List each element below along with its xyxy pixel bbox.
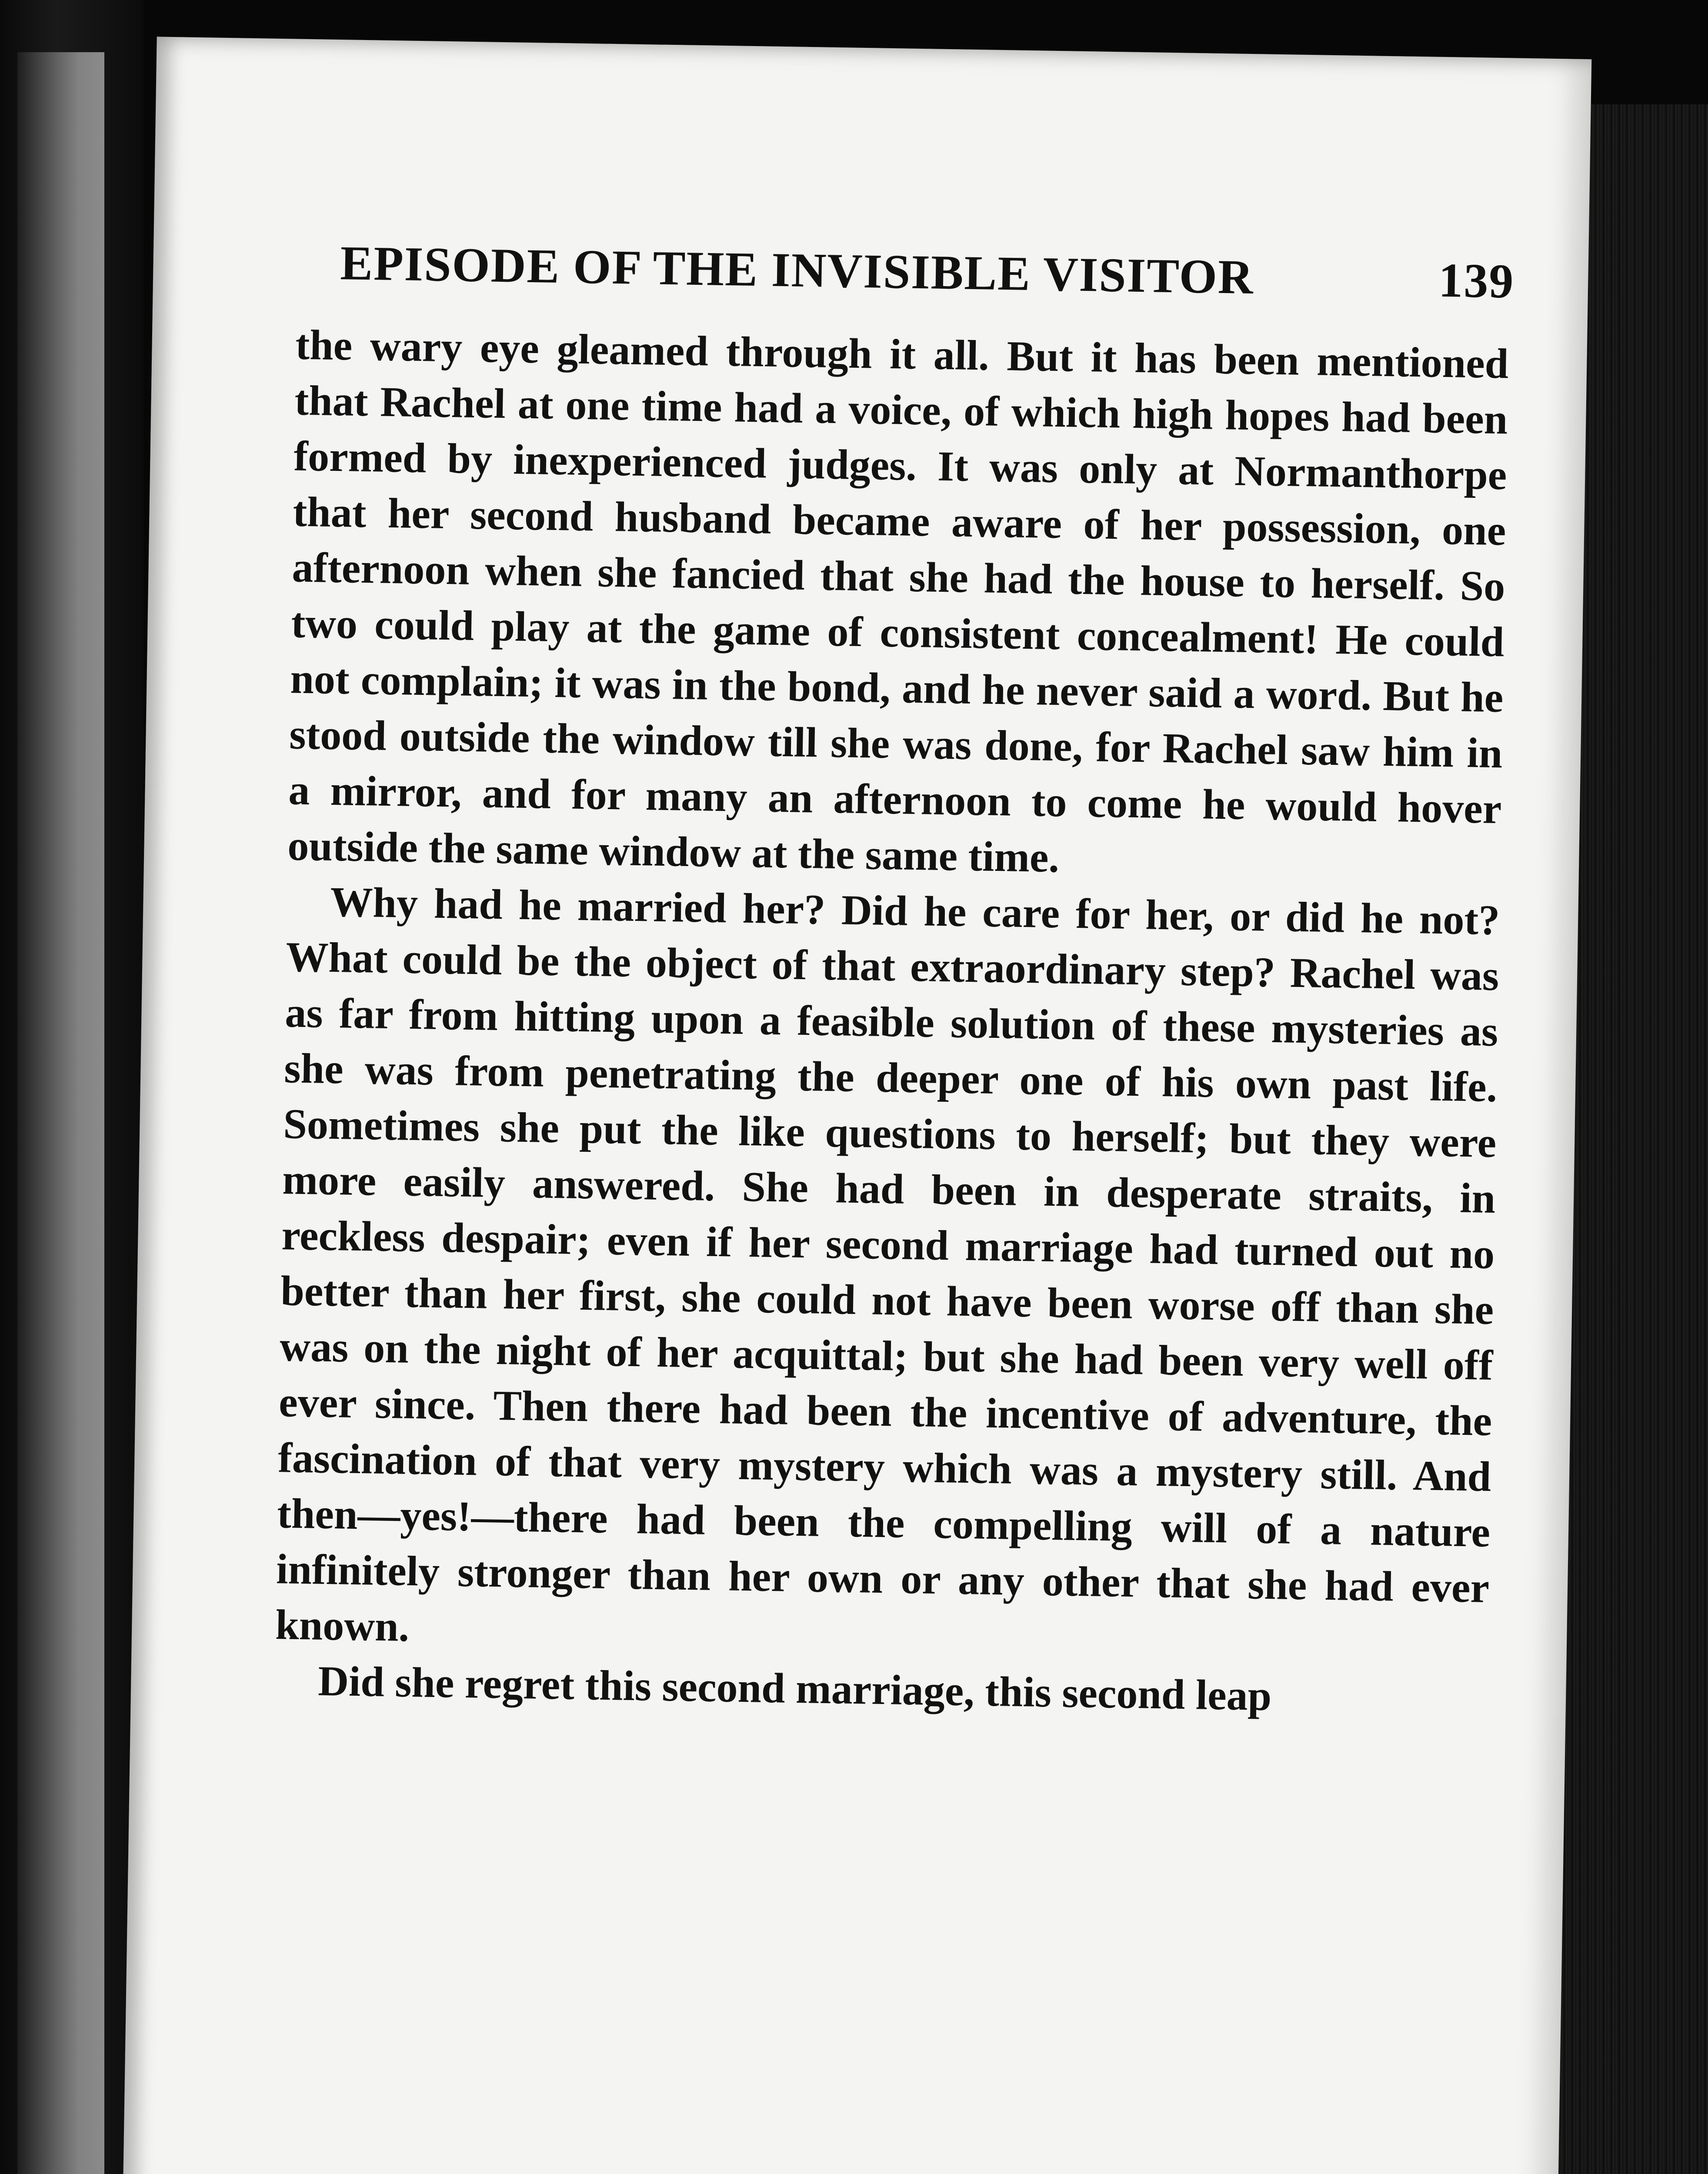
previous-page-edge — [17, 52, 104, 2174]
page-header — [340, 235, 1515, 310]
paragraph-1: the wary eye gleamed through it all. But it has been mentioned that Rachel at one time had a voice, of which high hopes had been formed by inexperienced judges. It was only at Normanthorpe that her second husband became aware of her possession, one afternoon when she fancied that she had the house to herself. So two could play at the game of consistent concealment! He could not complain; it was in the bond, and he never said a word. But he stood outside the window till she was done, for Rachel saw him in a mirror, and for many an afternoon to come he would hover outside the same window at the same time. — [287, 321, 1509, 882]
book-page — [122, 37, 1592, 2174]
paragraph-2: Why had he married her? Did he care for her, or did he not? What could be the object of that extraordinary step? Rachel was as far from hitting upon a feasible solution of these mysteries as she was from penetrating the deeper one of his own past life. Sometimes she put the like questions to herself; but they were more easily answered. She had been in desperate straits, in reckless despair; even if her second marriage had turned out no better than her first, she could not have been worse off than she was on the night of her acquittal; but she had been very well off ever since. Then there had been the incentive of adventure, the fascination of that very mystery which was a mystery still. And then—yes!—there had been the compelling will of a nature infinitely stronger than her own or any other that she had ever known. — [275, 878, 1501, 1651]
paragraph-3: Did she regret this second marriage, this second leap — [317, 1657, 1272, 1720]
running-head: EPISODE OF THE INVISIBLE VISITOR — [340, 236, 1254, 305]
page-number: 139 — [1438, 253, 1515, 309]
body-text — [274, 317, 1509, 1727]
